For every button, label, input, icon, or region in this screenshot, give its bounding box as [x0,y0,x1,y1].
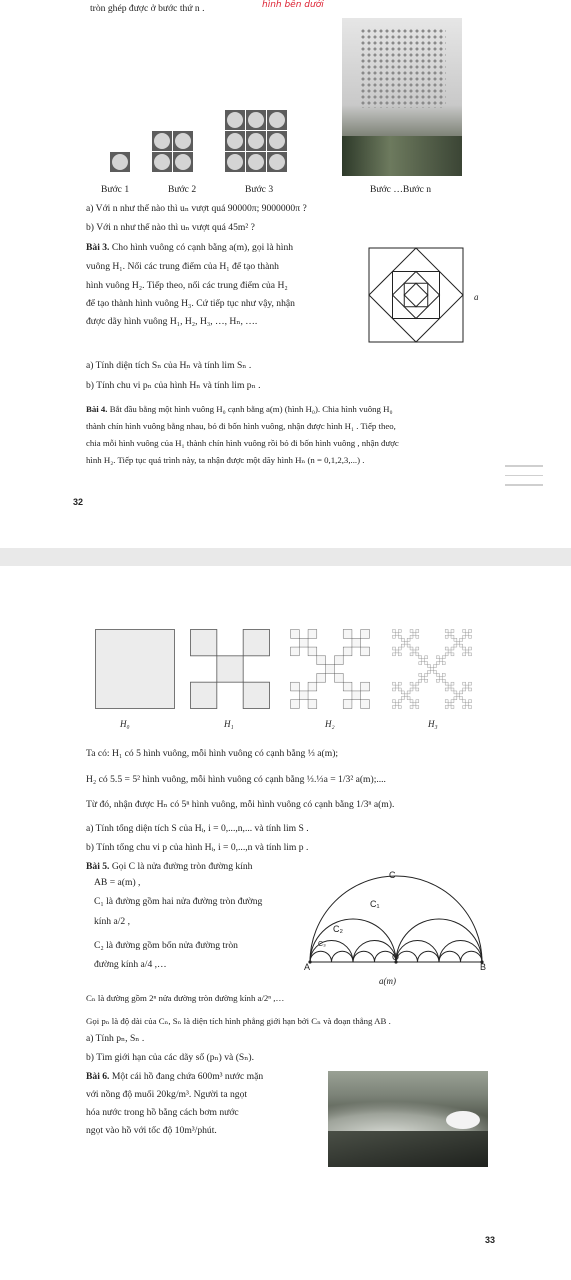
fractal-square [308,700,317,709]
fractal-square [460,638,463,641]
fractal-square [454,691,457,694]
fractal-square [442,673,445,676]
fractal-square [361,682,370,691]
fractal-square [410,688,413,691]
step-circle [227,133,243,149]
fig-label-h1: H₁ [224,719,234,729]
fractal-square [454,644,457,647]
step-circle [227,154,243,170]
question-a: a) Với n như thế nào thì uₙ vượt quá 90000π; 9000000π ? [86,203,307,214]
fractal-square [395,650,398,653]
bai5-line-2: AB = a(m) , [94,877,141,888]
label-b: B [480,962,487,972]
fractal-square [392,700,395,703]
bai5-line-10: b) Tìm giới hạn của các dãy số (pₙ) và (Sₙ). [86,1052,254,1063]
step-circle [269,154,285,170]
fractal-square [392,653,395,656]
fractal-square [433,665,436,668]
fractal-square [392,629,395,632]
fractal-square [413,632,416,635]
fractal-square [425,679,428,682]
fractal-square [463,706,466,709]
fractal-square [343,647,352,656]
fractal-square [442,662,445,665]
fractal-square [448,632,451,635]
step-circle [269,133,285,149]
fractal-square [469,700,472,703]
fractal-square [469,647,472,650]
bai5-line-1: Bài 5. Gọi C là nửa đường tròn đường kính [86,861,253,872]
fractal-square [448,650,451,653]
fractal-square [410,682,413,685]
label-c3: C₃ [318,941,326,948]
fractal-square [463,700,466,703]
step-circle [175,133,191,149]
fractal-square [469,682,472,685]
text-line-5: b) Tính tổng chu vi p của hình Hᵢ, i = 0,...,n và tính lim p . [86,842,309,853]
fractal-square [308,682,317,691]
fractal-square [243,629,269,655]
fractal-square [407,691,410,694]
fractal-square [395,632,398,635]
fractal-square [439,676,442,679]
fractal-square [413,703,416,706]
fractal-h3 [392,629,472,709]
step-label-3: Bước 3 [245,184,274,195]
fractal-square [401,644,404,647]
fractal-square [442,656,445,659]
fractal-square [460,644,463,647]
fractal-square [290,682,299,691]
fractal-square [392,647,395,650]
fractal-square [392,682,395,685]
fractal-square [451,629,454,632]
bai3-line-1: Bài 3. Cho hình vuông có cạnh bằng a(m), gọi là hình [86,242,294,253]
fractal-square [290,629,299,638]
fractal-square [448,685,451,688]
fractal-square [466,632,469,635]
fractal-square [334,656,343,665]
bai5-line-4: kính a/2 , [94,916,130,927]
fractal-square [410,635,413,638]
label-a: A [304,962,311,972]
fractal-square [299,691,308,700]
fractal-square [419,656,422,659]
step-circle [269,112,285,128]
fractal-square [469,629,472,632]
fractal-square [343,700,352,709]
menu-icon[interactable] [501,457,547,491]
label-base: a(m) [379,976,396,986]
text-line-3: Từ đó, nhận được Hₙ có 5ⁿ hình vuông, mỗi hình vuông có cạnh bằng 1/3ⁿ a(m). [86,799,395,810]
bai4-line-2: thành chín hình vuông bằng nhau, bỏ đi bốn hình vuông, nhận được hình H₁ . Tiếp theo, [86,421,396,431]
fractal-square [190,682,216,708]
fractal-square [308,629,317,638]
fractal-square [451,635,454,638]
fractal-square [413,650,416,653]
fractal-square [398,635,401,638]
handwritten-note: hình bên dưới [262,0,324,10]
fractal-square [463,682,466,685]
step-circle [154,133,170,149]
page-number-32: 32 [73,497,84,507]
step-circle [248,154,264,170]
step-label-1: Bước 1 [101,184,130,195]
fractal-square [451,688,454,691]
fractal-square [445,635,448,638]
fractal-square [431,668,434,671]
fractal-square [425,662,428,665]
fractal-square [439,659,442,662]
fractal-square [299,638,308,647]
fractal-square [451,647,454,650]
page-32 [0,0,571,548]
fractal-square [451,700,454,703]
fractal-square [466,685,469,688]
page-33 [0,566,571,1280]
fractal-square [416,647,419,650]
fractal-square [463,635,466,638]
label-c1: C₁ [370,899,380,909]
fractal-square [425,656,428,659]
fractal-square [451,706,454,709]
fractal-square [398,700,401,703]
fractal-square [445,688,448,691]
fig-label-h3: H₃ [428,719,438,729]
fractal-square [445,653,448,656]
fractal-square [433,670,436,673]
fractal-h2 [290,629,370,709]
fractal-square [410,647,413,650]
bai5-line-8: Gọi pₙ là độ dài của Cₙ, Sₙ là diện tích hình phẳng giới hạn bởi Cₙ và đoạn thẳng AB . [86,1016,391,1026]
fractal-square [416,653,419,656]
bai6-line-1: Bài 6. Một cái hồ đang chứa 600m³ nước mặn [86,1071,264,1082]
fractal-square [392,635,395,638]
fractal-square [445,706,448,709]
fractal-square [466,650,469,653]
text-line-2: H₂ có 5.5 = 5² hình vuông, mỗi hình vuông có cạnh bằng ⅓.⅓a = 1/3² a(m);.... [86,774,386,785]
fractal-square [361,647,370,656]
bai4-line-4: hình H₂. Tiếp tục quá trình này, ta nhận được một dãy hình Hₙ (n = 0,1,2,3,...) . [86,455,365,465]
fractal-square [243,682,269,708]
fractal-square [404,641,407,644]
label-c2: C₂ [333,924,343,934]
fractal-square [448,703,451,706]
fractal-square [428,670,431,673]
fractal-square [410,653,413,656]
bai3-question-a: a) Tính diện tích Sₙ của Hₙ và tính lim Sₙ . [86,360,252,371]
bai6-line-2: với nồng độ muối 20kg/m³. Người ta ngọt [86,1089,248,1100]
fractal-square [343,629,352,638]
fractal-square [410,700,413,703]
fractal-square [398,682,401,685]
label-o: O [392,952,400,962]
step-circle [248,112,264,128]
step-label-2: Bước 2 [168,184,197,195]
top-line: tròn ghép được ở bước thứ n . [90,3,205,14]
fractal-square [451,682,454,685]
fractal-square [395,703,398,706]
fractal-square [401,638,404,641]
fractal-square [457,694,460,697]
fig-label-h2: H₂ [325,719,335,729]
fractal-square [457,641,460,644]
circle-steps-figure [100,100,320,180]
step-circle [248,133,264,149]
fractal-square [352,691,361,700]
fractal-h1 [190,629,270,709]
fractal-square [416,629,419,632]
fractal-square [95,629,174,708]
fractal-square [416,706,419,709]
fractal-square [416,688,419,691]
lake-photo [328,1071,488,1167]
fractal-square [460,691,463,694]
fractal-square [436,673,439,676]
fractal-square [317,673,326,682]
fractal-square [416,635,419,638]
fractal-h0 [95,629,175,709]
fractal-square [422,659,425,662]
step-circle [112,154,128,170]
fractal-square [398,647,401,650]
step-label-n: Bước …Bước n [370,184,432,195]
bai3-question-b: b) Tính chu vi pₙ của hình Hₙ và tính lim pₙ . [86,380,261,391]
fractal-square [416,682,419,685]
nested-squares-figure [368,247,464,343]
page-number-33: 33 [485,1235,496,1245]
fractal-square [451,653,454,656]
fractal-square [419,679,422,682]
fractal-square [401,691,404,694]
fractal-square [425,673,428,676]
label-c: C [389,870,396,880]
text-line-4: a) Tính tổng diện tích S của Hᵢ, i = 0,...,n,... và tính lim S . [86,823,309,834]
fractal-square [436,679,439,682]
fractal-square [463,688,466,691]
bai3-line-5: được dãy hình vuông H₁, H₂, H₃, …, Hₙ, …. [86,316,258,327]
bai3-line-2: vuông H₁. Nối các trung điểm của H₁ để tạo thành [86,261,279,272]
bai5-line-3: C₁ là đường gồm hai nửa đường tròn đường [94,896,263,907]
fractal-square [469,653,472,656]
fractal-square [392,688,395,691]
fractal-square [361,629,370,638]
fractal-square [436,656,439,659]
bai5-line-5: C₂ là đường gồm bốn nửa đường tròn [94,940,238,951]
bai6-line-4: ngọt vào hồ với tốc độ 10m³/phút. [86,1125,217,1136]
fractal-square [217,656,243,682]
fractal-square [469,635,472,638]
fractal-square [401,697,404,700]
fractal-square [398,629,401,632]
bai5-line-9: a) Tính pₙ, Sₙ . [86,1033,145,1044]
bai5-line-6: đường kính a/4 ,… [94,959,167,970]
fractal-square [395,685,398,688]
fractal-square [454,638,457,641]
fractal-square [410,629,413,632]
bai5-line-7: Cₙ là đường gồm 2ⁿ nửa đường tròn đường kính a/2ⁿ ,… [86,993,285,1003]
question-b: b) Với n như thế nào thì uₙ vượt quá 45m² ? [86,222,255,233]
fractal-square [445,700,448,703]
fractal-square [290,647,299,656]
fractal-square [469,688,472,691]
fractal-square [343,682,352,691]
text-line-1: Ta có: H₁ có 5 hình vuông, mỗi hình vuông có cạnh bằng ⅓ a(m); [86,748,339,759]
fractal-square [419,662,422,665]
fractal-square [404,694,407,697]
fractal-square [407,638,410,641]
fractal-square [422,676,425,679]
fractal-square [392,706,395,709]
fractal-square [463,647,466,650]
fractal-square [436,662,439,665]
bai3-line-3: hình vuông H₂. Tiếp theo, nối các trung điểm của H₂ [86,280,288,291]
fractal-square [428,665,431,668]
fractal-square [317,656,326,665]
fractal-square [398,653,401,656]
fractal-square [326,665,335,674]
fractal-square [190,629,216,655]
fractal-square [445,629,448,632]
fractal-square [463,653,466,656]
fractal-square [361,700,370,709]
fractal-square [466,703,469,706]
fractal-square [413,685,416,688]
fractal-square [308,647,317,656]
fractal-square [419,673,422,676]
fractal-square [445,682,448,685]
fractal-square [334,673,343,682]
step-circle [227,112,243,128]
fractal-square [454,697,457,700]
fractal-square [398,706,401,709]
fractal-square [407,697,410,700]
bai3-line-4: để tạo thành hình vuông H₃. Cứ tiếp tục như vậy, nhận [86,298,295,309]
bai4-line-3: chia mỗi hình vuông của H₁ thành chín hình vuông rồi bỏ đi bốn hình vuông , nhận được [86,438,399,448]
step-circle [154,154,170,170]
fractal-square [463,629,466,632]
bai6-line-3: hóa nước trong hồ bằng cách bơm nước [86,1107,239,1118]
fractal-square [445,647,448,650]
fig-label-h0: H₀ [120,719,130,729]
square-side-label: a [474,292,479,302]
fractal-square [352,638,361,647]
fractal-square [398,688,401,691]
fractal-square [407,644,410,647]
fractal-square [410,706,413,709]
building-photo [342,18,462,176]
fractal-square [469,706,472,709]
fractal-square [460,697,463,700]
fractal-square [442,679,445,682]
bai4-line-1: Bài 4. Bắt đầu bằng một hình vuông H₀ cạnh bằng a(m) (hình H₀). Chia hình vuông H₀ [86,404,393,414]
fractal-square [290,700,299,709]
step-circle [175,154,191,170]
fractal-square [416,700,419,703]
